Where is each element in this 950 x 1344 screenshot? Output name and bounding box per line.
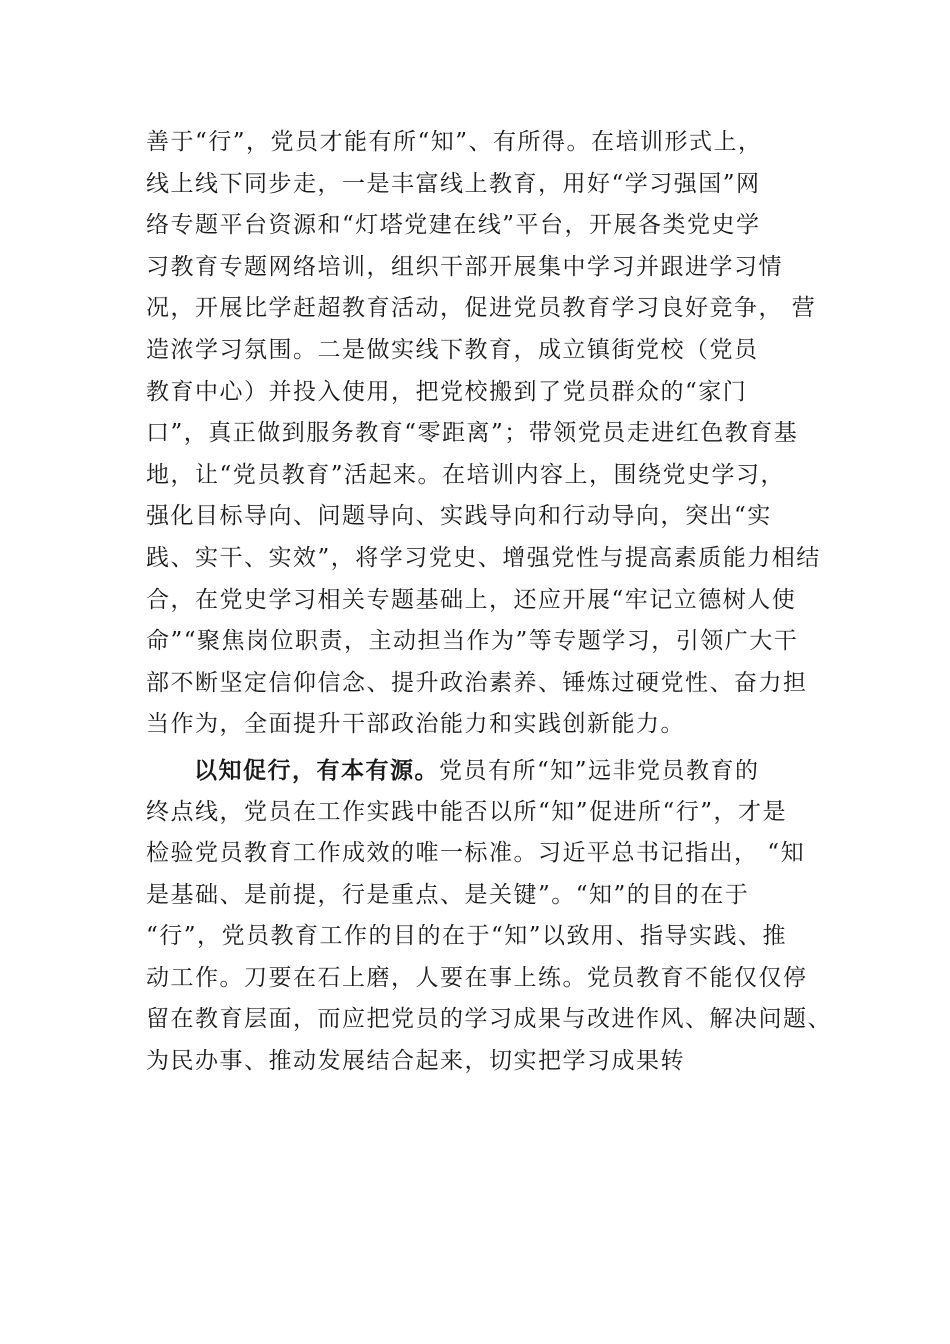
paragraph-1-line-5: 况，开展比学赶超教育活动，促进党员教育学习良好竞争， 营: [146, 295, 817, 322]
paragraph-1-line-11: 践、实干、实效”，将学习党史、增强党性与提高素质能力相结: [146, 544, 821, 571]
document-body: [146, 122, 846, 1083]
paragraph-2-line-6: 动工作。刀要在石上磨，人要在事上练。党员教育不能仅仅停: [146, 964, 808, 991]
paragraph-1-line-9: 地，让“党员教育”活起来。在培训内容上，围绕党史学习，: [146, 461, 786, 488]
paragraph-2-line-1: [146, 750, 846, 792]
paragraph-1-line-2: 线上线下同步走，一是丰富线上教育，用好“学习强国”网: [146, 170, 761, 197]
paragraph-1-line-1: 善于“行”，党员才能有所“知”、有所得。在培训形式上，: [146, 129, 763, 155]
paragraph-1-line-10: 强化目标导向、问题导向、实践导向和行动导向，突出“实: [146, 503, 772, 530]
paragraph-2-first-line-text: 党员有所“知”远非党员教育的: [439, 757, 760, 784]
paragraph-1-line-13: 命”“聚焦岗位职责，主动担当作为”等专题学习，引领广大干: [146, 628, 799, 655]
paragraph-1-line-4: 习教育专题网络培训，组织干部开展集中学习并跟进学习情: [146, 253, 783, 280]
paragraph-1-line-8: 口”，真正做到服务教育“零距离”；带领党员走进红色教育基: [146, 420, 799, 447]
paragraph-1-line-15: 当作为，全面提升干部政治能力和实践创新能力。: [146, 711, 685, 738]
paragraph-1-line-14: 部不断坚定信仰信念、提升政治素养、锤炼过硬党性、奋力担: [146, 669, 808, 696]
paragraph-2-line-2: 终点线，党员在工作实践中能否以所“知”促进所“行”，才是: [146, 798, 788, 825]
paragraph-2-line-3: 检验党员教育工作成效的唯一标准。习近平总书记指出， “知: [146, 840, 806, 867]
paragraph-2-line-8: 为民办事、推动发展结合起来，切实把学习成果转: [146, 1048, 685, 1075]
paragraph-1-line-6: 造浓⁡学习氛围。二是做实线下教育，成立镇街党校（党员: [146, 336, 759, 363]
paragraph-2-line-4: 是基础、是前提，行是重点、是关键”。“知”的目的在于: [146, 881, 750, 908]
paragraph-1: [146, 122, 846, 746]
paragraph-2-lead-heading: 以知促行，有本有源。: [194, 756, 439, 784]
paragraph-2: [146, 750, 846, 1083]
paragraph-2-line-5: “行”，党员教育工作的目的在于“知”以致用、指导实践、推: [146, 923, 788, 950]
paragraph-2-line-7: 留在教育层面，而应把党员的学习成果与改进作风、解决问题、: [146, 1006, 832, 1033]
paragraph-1-line-7: 教育中心）并投入使用，把党校搬到了党员群众的“家门: [146, 378, 748, 405]
paragraph-1-line-3: 络专题平台资源和“灯塔党建在线”平台，开展各类党史学: [146, 212, 761, 239]
paragraph-1-line-12: 合，在党史学习相关专题基础上，还应开展“牢记立德树人使: [146, 586, 797, 613]
